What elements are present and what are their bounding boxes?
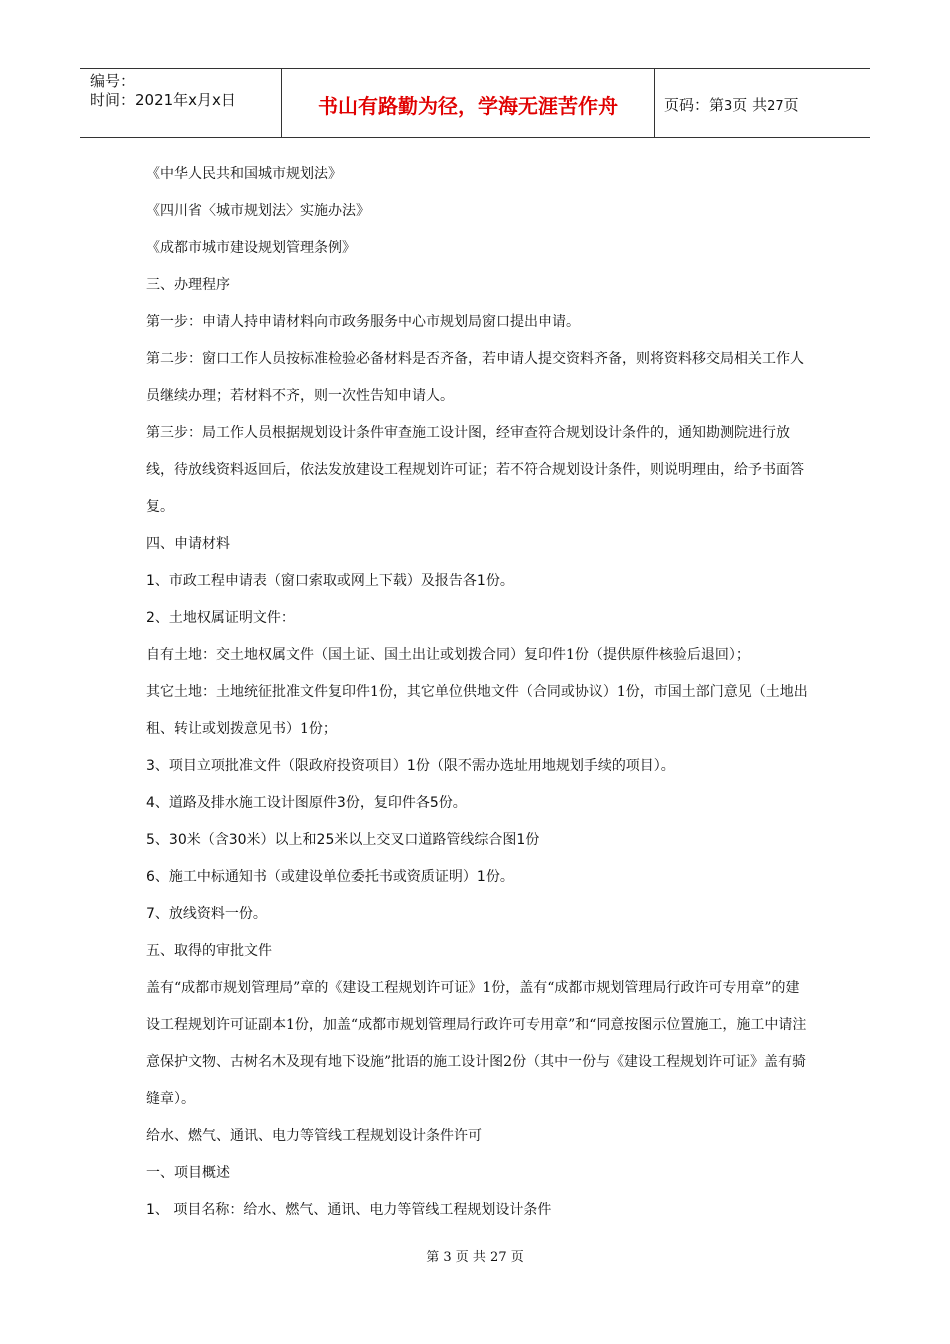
material-item: 7、放线资料一份。: [146, 906, 267, 922]
page-label: 页码：第: [664, 96, 725, 114]
procedure-step: 第一步：申请人持申请材料向市政务服务中心市规划局窗口提出申请。: [146, 314, 580, 330]
law-reference: 《中华人民共和国城市规划法》: [146, 166, 342, 182]
section-heading: 四、申请材料: [146, 536, 230, 552]
procedure-step: 第三步：局工作人员根据规划设计条件审查施工设计图，经审查符合规划设计条件的，通知勘测院进行放线，待放线资料返回后，依法发放建设工程规划许可证；若不符合规划设计条件，则说明理由，给予书面答复。: [146, 425, 804, 515]
header-meta: [90, 72, 236, 110]
subsection-title: 给水、燃气、通讯、电力等管线工程规划设计条件许可: [146, 1128, 482, 1144]
section-heading: 三、办理程序: [146, 277, 230, 293]
material-item: 3、项目立项批准文件（限政府投资项目）1份（限不需办选址用地规划手续的项目）。: [146, 758, 675, 774]
page-suffix: 页: [783, 96, 799, 114]
procedure-step: 第二步：窗口工作人员按标准检验必备材料是否齐备，若申请人提交资料齐备，则将资料移交局相关工作人员继续办理；若材料不齐，则一次性告知申请人。: [146, 351, 804, 404]
document-body: [146, 156, 810, 1229]
page-current: 3: [724, 99, 733, 114]
page-total: 27: [767, 99, 784, 114]
material-detail: 自有土地：交土地权属文件（国土证、国土出让或划拨合同）复印件1份（提供原件核验后退回）；: [146, 647, 750, 663]
section-heading: 一、项目概述: [146, 1165, 230, 1181]
page-header: [80, 68, 870, 138]
document-number-label: 编号：: [90, 72, 136, 90]
material-detail: 其它土地：土地统征批准文件复印件1份，其它单位供地文件（合同或协议）1份，市国土部门意见（土地出租、转让或划拨意见书）1份；: [146, 684, 808, 737]
header-divider-right: [654, 69, 655, 137]
section-heading: 五、取得的审批文件: [146, 943, 272, 959]
page-mid: 页 共: [732, 96, 768, 114]
header-page-indicator: [664, 94, 799, 115]
material-item: 1、市政工程申请表（窗口索取或网上下载）及报告各1份。: [146, 573, 514, 589]
law-reference: 《四川省〈城市规划法〉实施办法》: [146, 203, 370, 219]
material-item: 2、土地权属证明文件：: [146, 610, 295, 626]
material-item: 5、30米（含30米）以上和25米以上交叉口道路管线综合图1份: [146, 832, 540, 848]
document-time-label: 时间：2021年x月x日: [90, 91, 236, 109]
material-item: 6、施工中标通知书（或建设单位委托书或资质证明）1份。: [146, 869, 514, 885]
project-name: 1、 项目名称：给水、燃气、通讯、电力等管线工程规划设计条件: [146, 1202, 552, 1218]
material-item: 4、道路及排水施工设计图原件3份，复印件各5份。: [146, 795, 467, 811]
approval-documents: 盖有“成都市规划管理局”章的《建设工程规划许可证》1份，盖有“成都市规划管理局行政许可专用章”的建设工程规划许可证副本1份，加盖“成都市规划管理局行政许可专用章”和“同意按图示位置施工，施工中请注意保护文物、古树名木及现有地下设施”批语的施工设计图2份（其中一份与《建设工程规划许可证》盖有骑缝章）。: [146, 980, 807, 1107]
page-footer: 第 3 页 共 27 页: [426, 1250, 524, 1265]
header-motto: 书山有路勤为径，学海无涯苦作舟: [318, 94, 618, 118]
law-reference: 《成都市城市建设规划管理条例》: [146, 240, 356, 256]
